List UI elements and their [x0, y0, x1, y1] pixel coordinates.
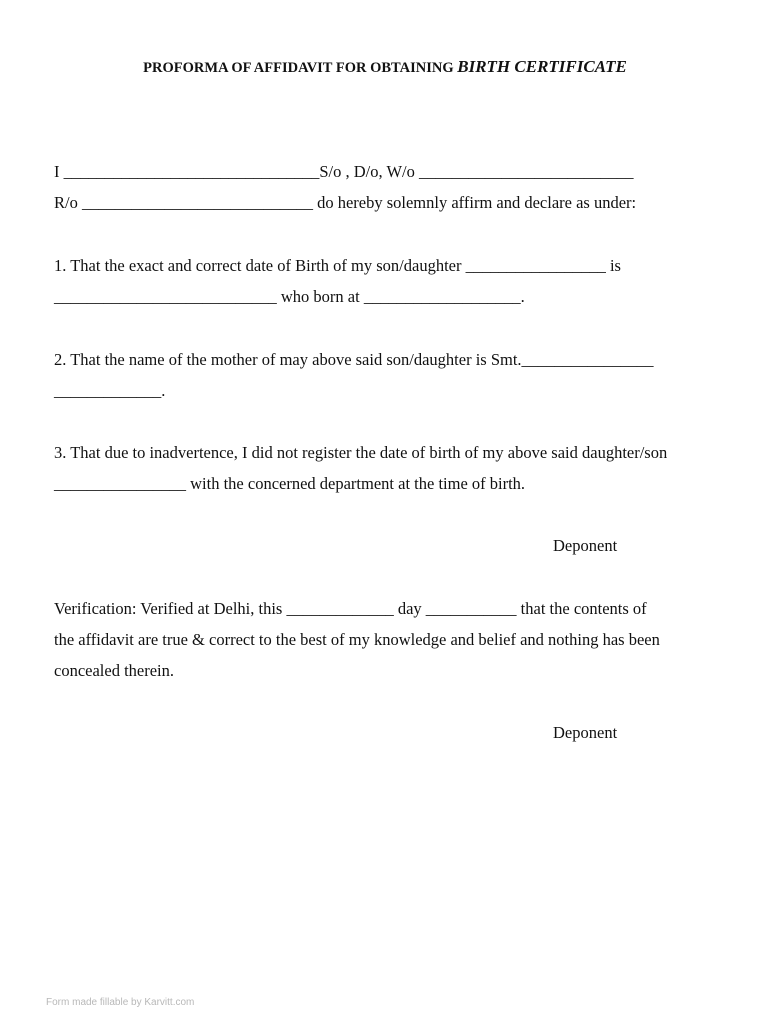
deponent-signature-2: Deponent [553, 723, 618, 742]
verification-line-1: Verification: Verified at Delhi, this _____________ day ___________ that the contents of [54, 599, 647, 618]
clause-1-line-1: 1. That the exact and correct date of Birth of my son/daughter _________________ is [54, 256, 621, 275]
declarant-name-line: I _______________________________S/o , D/o, W/o __________________________ [54, 162, 634, 181]
clause-3-line-1: 3. That due to inadvertence, I did not register the date of birth of my above said daughter/son [54, 443, 668, 462]
verification-line-2: the affidavit are true & correct to the best of my knowledge and belief and nothing has been [54, 630, 660, 649]
residence-line: R/o ____________________________ do hereby solemnly affirm and declare as under: [54, 193, 637, 212]
clause-3-line-2: ________________ with the concerned department at the time of birth. [54, 474, 526, 493]
clause-2-line-1: 2. That the name of the mother of may above said son/daughter is Smt.________________ [54, 350, 654, 369]
verification-line-3: concealed therein. [54, 661, 175, 680]
title-prefix: PROFORMA OF AFFIDAVIT FOR OBTAINING [143, 60, 458, 76]
clause-1-line-2: ___________________________ who born at ___________________. [54, 287, 525, 306]
document-title [0, 57, 770, 77]
clause-2-line-2: _____________. [54, 381, 166, 400]
deponent-signature-1: Deponent [553, 536, 618, 555]
footer-watermark: Form made fillable by Karvitt.com [46, 997, 195, 1008]
title-emphasis: BIRTH CERTIFICATE [457, 57, 627, 76]
